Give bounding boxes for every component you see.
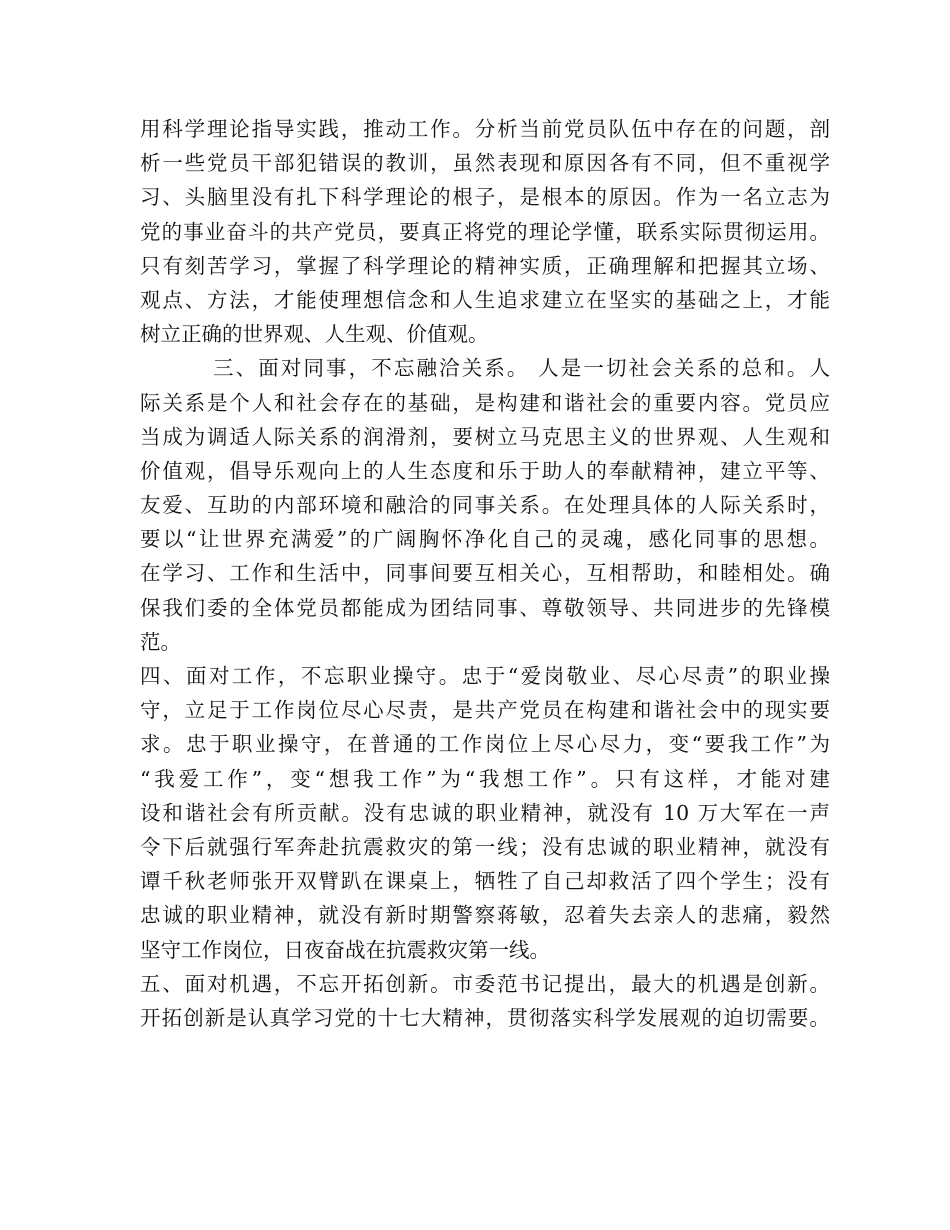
text-line: 树立正确的世界观、人生观、价值观。: [140, 322, 489, 347]
text-line: 当成为调适人际关系的润滑剂，要树立马克思主义的世界观、人生观和: [140, 424, 830, 449]
text-line: 范。: [140, 629, 181, 654]
text-line: 谭千秋老师张开双臂趴在课桌上，牺牲了自己却救活了四个学生；没有: [140, 869, 830, 894]
text-line: 保我们委的全体党员都能成为团结同事、尊敬领导、共同进步的先锋模: [140, 595, 830, 620]
body-text: [140, 112, 830, 1035]
text-line: 设和谐社会有所贡献。没有忠诚的职业精神，就没有 10 万大军在一声: [140, 800, 830, 825]
text-line: 开拓创新是认真学习党的十七大精神，贯彻落实科学发展观的迫切需要。: [140, 1005, 830, 1030]
text-line: 要以“让世界充满爱”的广阔胸怀净化自己的灵魂，感化同事的思想。: [140, 527, 830, 552]
text-line: 用科学理论指导实践，推动工作。分析当前党员队伍中存在的问题，剖: [140, 117, 830, 141]
text-line: 坚守工作岗位，日夜奋战在抗震救灾第一线。: [140, 937, 550, 962]
text-line: “我爱工作”，变“想我工作”为“我想工作”。只有这样，才能对建: [140, 766, 830, 791]
text-line: 析一些党员干部犯错误的教训，虽然表现和原因各有不同，但不重视学: [140, 151, 830, 176]
text-line: 友爱、互助的内部环境和融洽的同事关系。在处理具体的人际关系时，: [140, 493, 830, 518]
text-line: 五、面对机遇，不忘开拓创新。市委范书记提出，最大的机遇是创新。: [140, 971, 830, 996]
text-line: 观点、方法，才能使理想信念和人生追求建立在坚实的基础之上，才能: [140, 287, 830, 312]
text-line: 际关系是个人和社会存在的基础，是构建和谐社会的重要内容。党员应: [140, 390, 830, 415]
text-line: 求。忠于职业操守，在普通的工作岗位上尽心尽力，变“要我工作”为: [140, 732, 830, 757]
text-line: 三、面对同事，不忘融洽关系。 人是一切社会关系的总和。人: [213, 356, 830, 381]
text-line: 在学习、工作和生活中，同事间要互相关心，互相帮助，和睦相处。确: [140, 561, 830, 586]
text-line: 习、头脑里没有扎下科学理论的根子，是根本的原因。作为一名立志为: [140, 185, 830, 210]
text-line: 价值观，倡导乐观向上的人生态度和乐于助人的奉献精神，建立平等、: [140, 458, 830, 483]
text-line: 只有刻苦学习，掌握了科学理论的精神实质，正确理解和把握其立场、: [140, 253, 830, 278]
text-line: 忠诚的职业精神，就没有新时期警察蒋敏，忍着失去亲人的悲痛，毅然: [140, 903, 830, 928]
text-line: 令下后就强行军奔赴抗震救灾的第一线；没有忠诚的职业精神，就没有: [140, 834, 830, 859]
text-line: 党的事业奋斗的共产党员，要真正将党的理论学懂，联系实际贯彻运用。: [140, 219, 830, 244]
text-line: 守，立足于工作岗位尽心尽责，是共产党员在构建和谐社会中的现实要: [140, 698, 830, 723]
text-line: 四、面对工作，不忘职业操守。忠于“爱岗敬业、尽心尽责”的职业操: [140, 664, 830, 688]
